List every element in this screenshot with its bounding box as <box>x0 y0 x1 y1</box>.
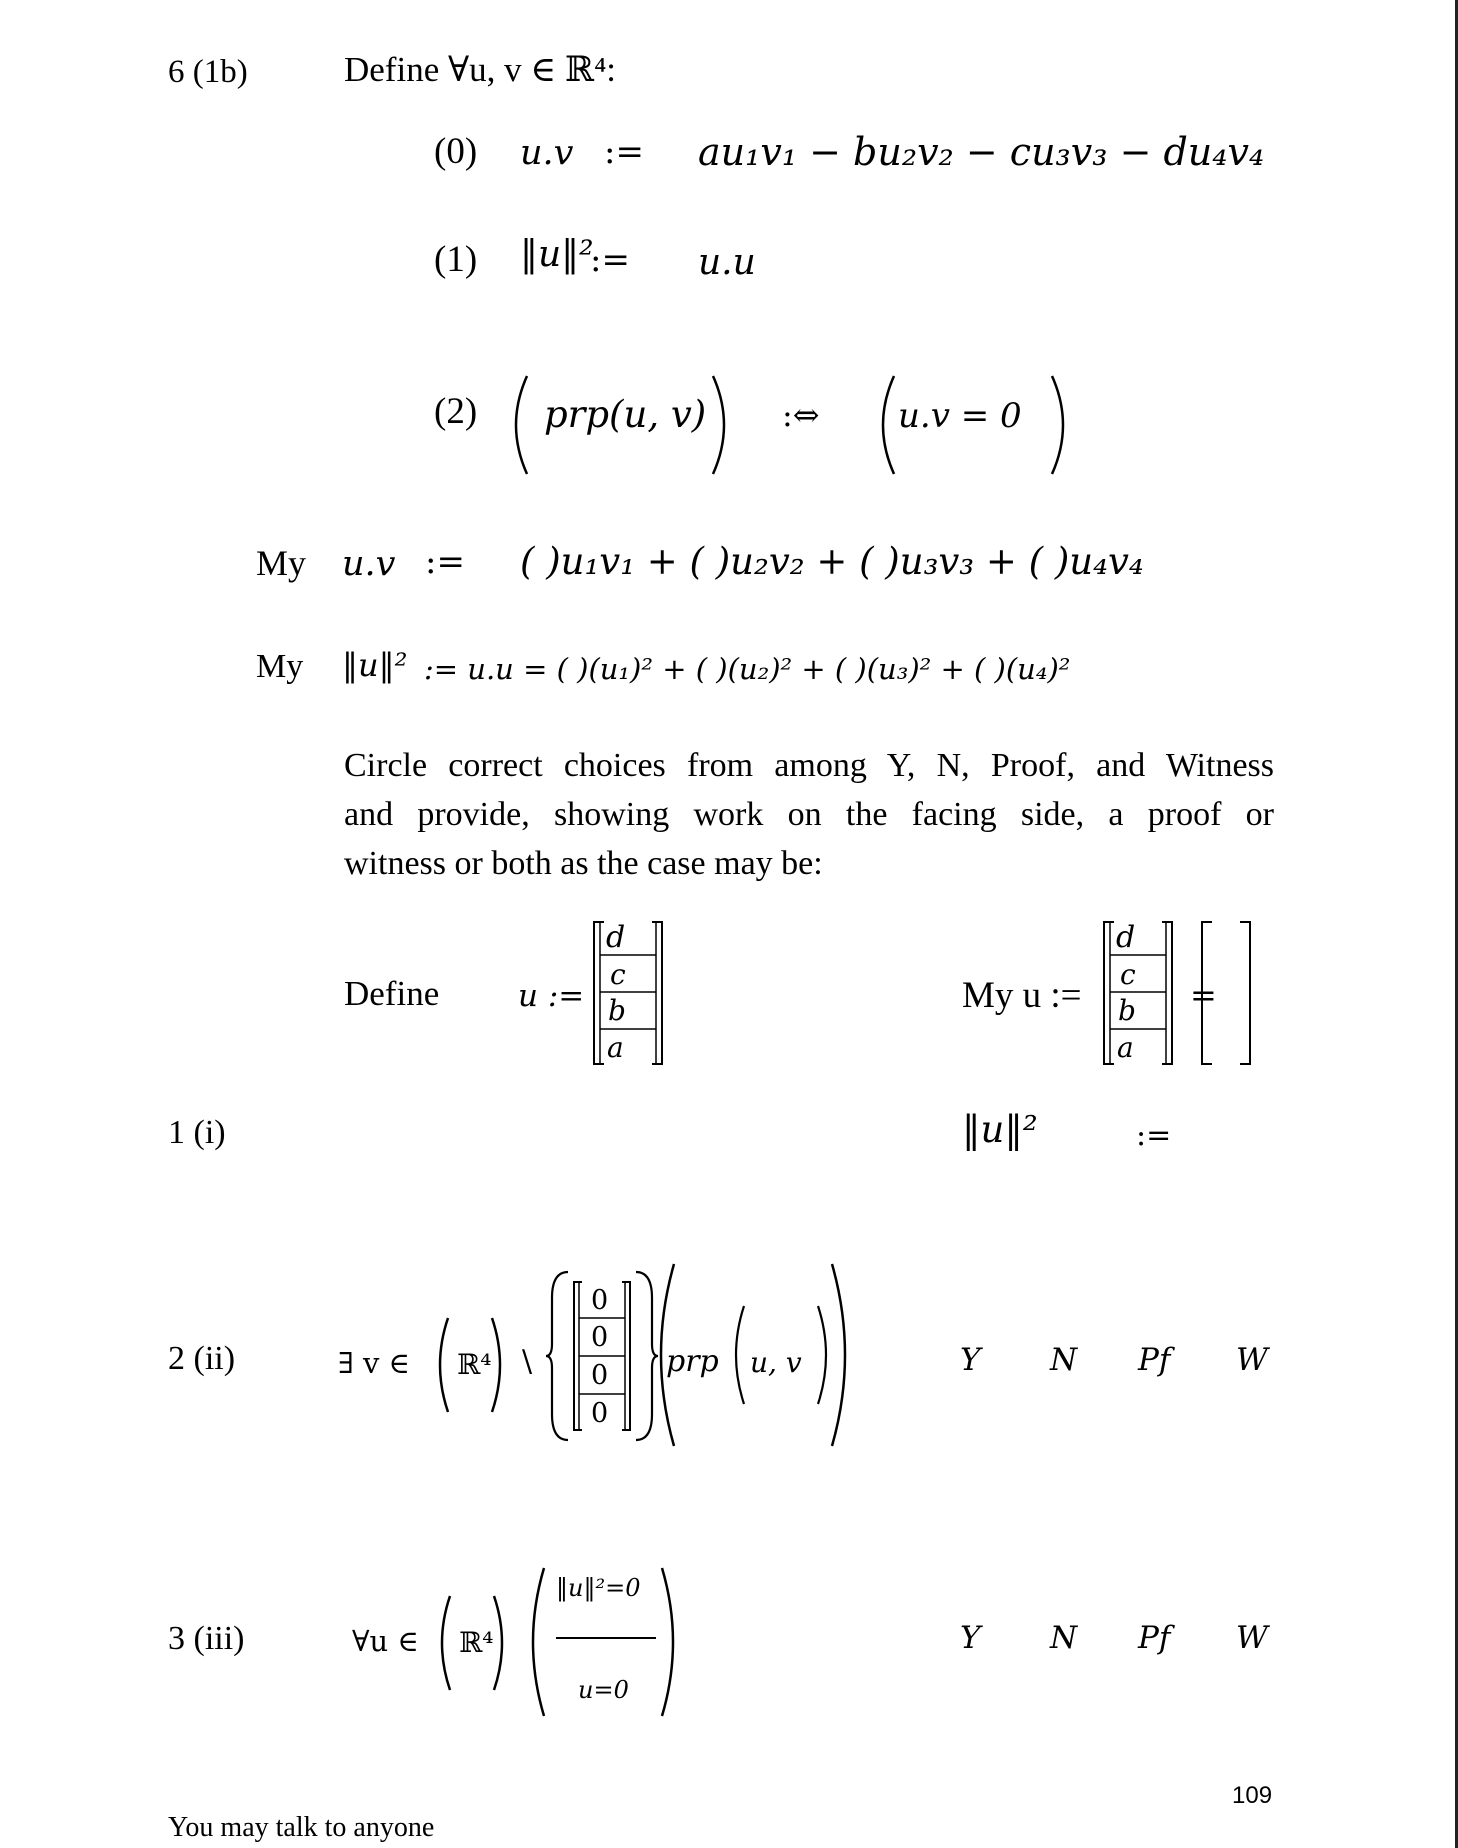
question-3-numerator: ‖u‖²=0 <box>556 1574 641 1602</box>
def-1-lhs: ‖u‖² <box>520 234 594 275</box>
my-vector-u-entry: a <box>1117 1031 1134 1064</box>
question-1-label: 1 (i) <box>168 1114 226 1151</box>
define-u-label: Define <box>344 974 440 1013</box>
instructions-line-2: and provide, showing work on the facing side, a proof or <box>344 796 1274 833</box>
my-vector-u-entry: d <box>1116 920 1136 955</box>
question-2-choice-pf[interactable]: Pf <box>1138 1342 1171 1378</box>
zero-vector-entry: 0 <box>591 1360 609 1391</box>
my-line-2-label: My <box>256 648 304 685</box>
problem-label: 6 (1b) <box>168 54 248 90</box>
vector-u-matrix <box>590 918 670 1068</box>
question-2-setminus: \ <box>522 1344 533 1379</box>
question-3-space: ℝ⁴ <box>459 1626 494 1659</box>
def-0-label: (0) <box>434 131 478 172</box>
my-vector-u-entry: b <box>1118 994 1136 1027</box>
define-heading: Define ∀u, v ∈ ℝ⁴: <box>344 50 617 89</box>
instructions-line-1: Circle correct choices from among Y, N, Proof, and Witness <box>344 747 1274 784</box>
question-3-choice-n[interactable]: N <box>1050 1620 1078 1656</box>
instructions-line-3: witness or both as the case may be: <box>344 845 823 882</box>
my-norm-label: ‖u‖² <box>962 1108 1038 1151</box>
def-1-label: (1) <box>434 239 478 280</box>
def-2-iff: :⇔ <box>782 396 820 434</box>
my-line-2-lhs: ‖u‖² <box>342 646 408 684</box>
question-2-predicate: prp <box>666 1344 719 1379</box>
my-line-1-label: My <box>256 543 307 583</box>
question-3-label: 3 (iii) <box>168 1620 245 1657</box>
question-3-choice-w[interactable]: W <box>1236 1620 1268 1656</box>
question-2-choice-w[interactable]: W <box>1236 1342 1268 1378</box>
my-line-1-rhs: ( )u₁v₁ + ( )u₂v₂ + ( )u₃v₃ + ( )u₄v₄ <box>520 540 1144 583</box>
def-2-lhs: prp(u, v) <box>544 393 707 436</box>
my-vector-u-matrix <box>1100 918 1180 1068</box>
def-0-rhs: au₁v₁ − bu₂v₂ − cu₃v₃ − du₄v₄ <box>698 130 1265 174</box>
def-2-rhs: u.v = 0 <box>898 396 1022 436</box>
def-1-rhs: u.u <box>698 242 756 283</box>
my-u-equals: = <box>1190 976 1217 1014</box>
define-u-assign: u := <box>518 978 585 1014</box>
page-number: 109 <box>1232 1782 1273 1809</box>
instructions-paragraph <box>344 741 1274 888</box>
empty-answer-vector[interactable] <box>1196 918 1256 1068</box>
zero-vector-entry: 0 <box>591 1285 609 1316</box>
def-0-assign: := <box>604 132 644 172</box>
my-line-2-rhs: := u.u = ( )(u₁)² + ( )(u₂)² + ( )(u₃)² + ( )(u₄)² <box>424 652 1071 686</box>
my-u-label: My u := <box>962 975 1082 1016</box>
footer-note: You may talk to anyone <box>168 1812 435 1843</box>
my-line-1-assign: := <box>425 542 465 582</box>
zero-vector-entry: 0 <box>591 1322 609 1353</box>
def-1-assign: := <box>590 240 630 280</box>
question-2-choice-y[interactable]: Y <box>960 1342 981 1378</box>
def-0-lhs: u.v <box>520 133 574 173</box>
vector-u-entry: d <box>606 920 626 955</box>
question-2-choice-n[interactable]: N <box>1050 1342 1078 1378</box>
question-2-quantifier: ∃ v ∈ <box>338 1346 411 1380</box>
my-line-1-lhs: u.v <box>342 544 396 584</box>
vector-u-entry: a <box>607 1031 624 1064</box>
question-3-quantifier: ∀u ∈ <box>352 1624 419 1658</box>
question-3-denominator: u=0 <box>578 1676 629 1704</box>
question-3-choice-pf[interactable]: Pf <box>1138 1620 1171 1656</box>
vector-u-entry: b <box>608 994 626 1027</box>
zero-vector-entry: 0 <box>591 1398 609 1429</box>
question-2-space: ℝ⁴ <box>457 1348 492 1381</box>
question-2-label: 2 (ii) <box>168 1340 236 1377</box>
my-vector-u-entry: c <box>1120 958 1136 991</box>
my-norm-assign: := <box>1136 1118 1172 1153</box>
question-2-args: u, v <box>750 1346 802 1379</box>
vector-u-entry: c <box>610 958 626 991</box>
def-2-label: (2) <box>434 391 478 432</box>
question-3-choice-y[interactable]: Y <box>960 1620 981 1656</box>
